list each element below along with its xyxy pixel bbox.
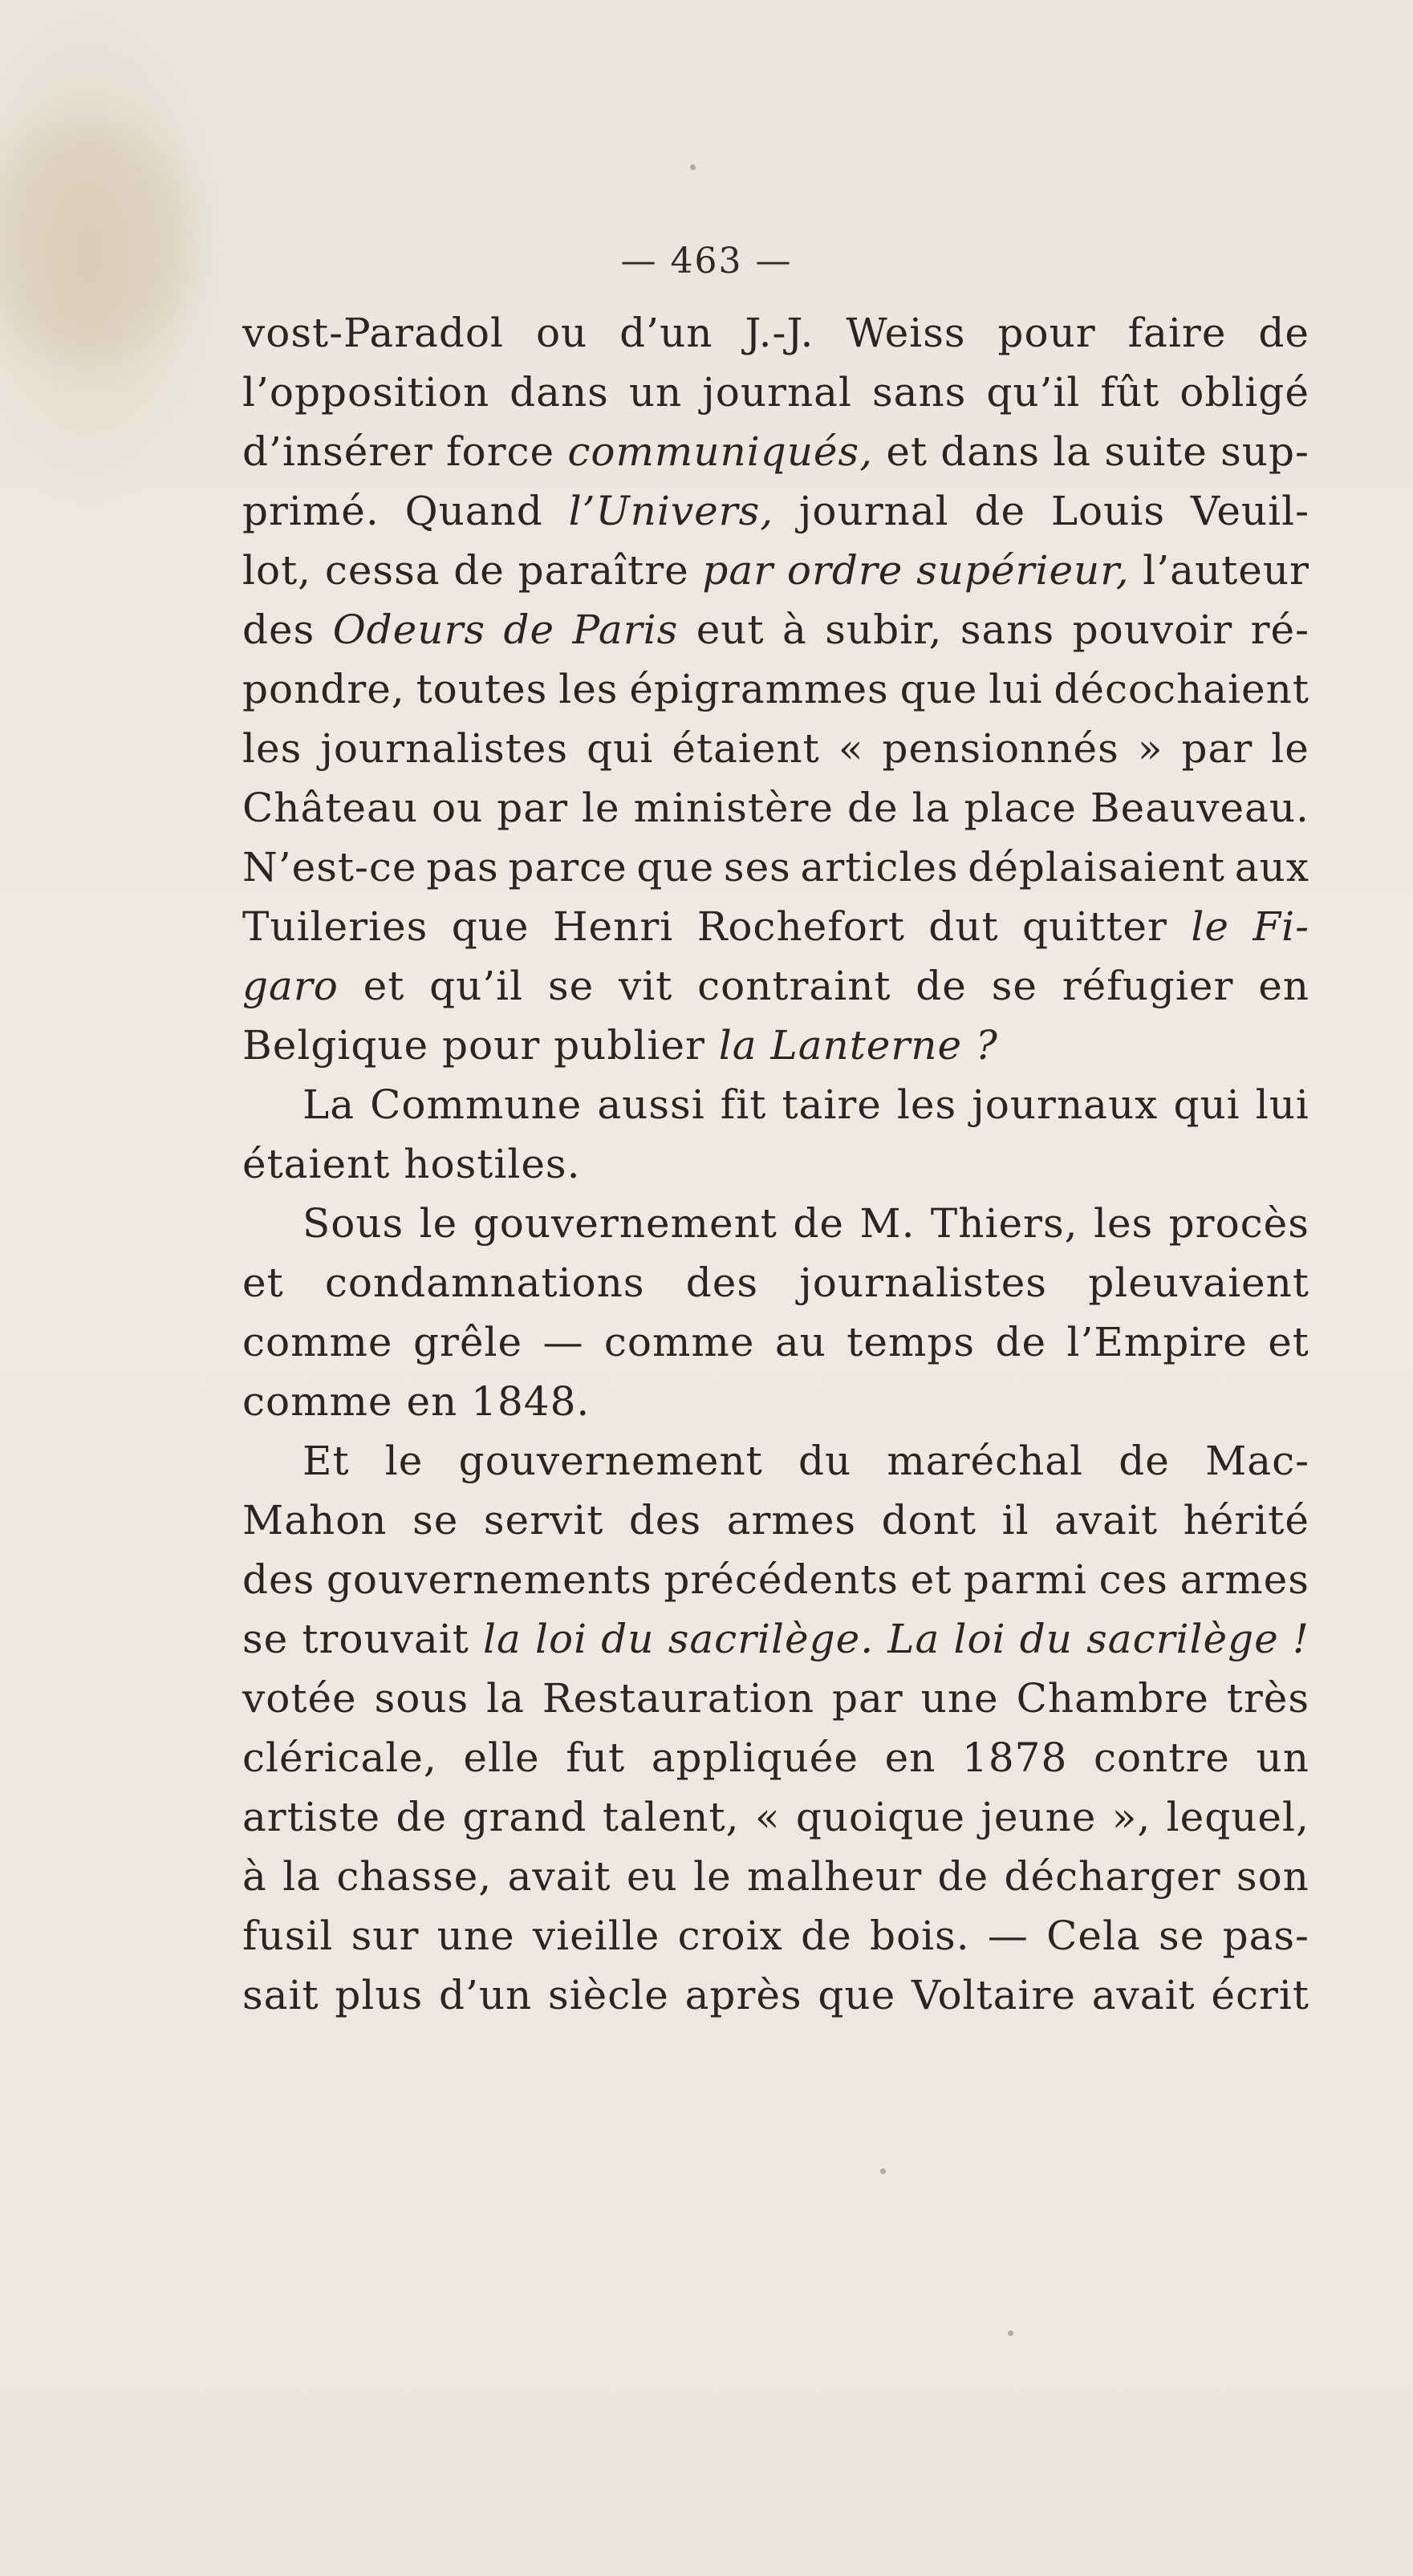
- text-line-16: Sous le gouvernement de M. Thiers, les procès: [302, 1200, 1309, 1247]
- text-line-15: étaient hostiles.: [242, 1141, 581, 1187]
- body-text: [242, 303, 1309, 2025]
- text-line-18: comme grêle — comme au temps de l’Empire et: [242, 1319, 1309, 1365]
- text-line-20: Et le gouvernement du maréchal de Mac-: [302, 1438, 1309, 1484]
- text-line-22: des gouvernements précédents et parmi ces armes: [242, 1556, 1309, 1603]
- text-line-11: Tuileries que Henri Rochefort dut quitter le Fi-: [242, 903, 1309, 950]
- text-line-6: des Odeurs de Paris eut à subir, sans pouvoir ré-: [242, 606, 1309, 653]
- text-line-7: pondre, toutes les épigrammes que lui décochaient: [242, 666, 1309, 712]
- text-line-29: sait plus d’un siècle après que Voltaire avait écrit: [242, 1972, 1309, 2018]
- text-line-4: primé. Quand l’Univers, journal de Louis Veuil-: [242, 488, 1309, 534]
- text-line-12: garo et qu’il se vit contraint de se réfugier en: [242, 963, 1309, 1009]
- ink-speck: [1008, 2331, 1013, 2336]
- text-line-14: La Commune aussi fit taire les journaux qui lui: [302, 1081, 1309, 1128]
- text-line-28: fusil sur une vieille croix de bois. — Cela se pas-: [242, 1913, 1309, 1959]
- text-line-5: lot, cessa de paraître par ordre supérieur, l’auteur: [242, 547, 1309, 594]
- text-line-24: votée sous la Restauration par une Chambre très: [242, 1675, 1309, 1722]
- text-line-9: Château ou par le ministère de la place Beauveau.: [242, 785, 1309, 831]
- text-line-26: artiste de grand talent, « quoique jeune », lequel,: [242, 1794, 1309, 1840]
- ink-speck: [880, 2168, 886, 2174]
- text-line-10: N’est-ce pas parce que ses articles déplaisaient aux: [242, 844, 1309, 890]
- text-line-21: Mahon se servit des armes dont il avait hérité: [242, 1497, 1309, 1544]
- page-number: — 463 —: [620, 241, 793, 282]
- text-line-25: cléricale, elle fut appliquée en 1878 contre un: [242, 1734, 1309, 1781]
- text-line-8: les journalistes qui étaient « pensionnés » par le: [242, 725, 1309, 772]
- ink-speck: [690, 164, 696, 170]
- text-line-19: comme en 1848.: [242, 1378, 591, 1425]
- text-line-1: vost-Paradol ou d’un J.-J. Weiss pour faire de: [242, 310, 1309, 356]
- text-line-13: Belgique pour publier la Lanterne ?: [242, 1022, 998, 1069]
- text-line-17: et condamnations des journalistes pleuvaient: [242, 1260, 1309, 1306]
- text-line-23: se trouvait la loi du sacrilège. La loi du sacrilège !: [242, 1616, 1309, 1662]
- text-line-27: à la chasse, avait eu le malheur de décharger son: [242, 1853, 1309, 1900]
- text-line-2: l’opposition dans un journal sans qu’il fût obligé: [242, 369, 1309, 416]
- text-line-3: d’insérer force communiqués, et dans la suite sup-: [242, 428, 1309, 475]
